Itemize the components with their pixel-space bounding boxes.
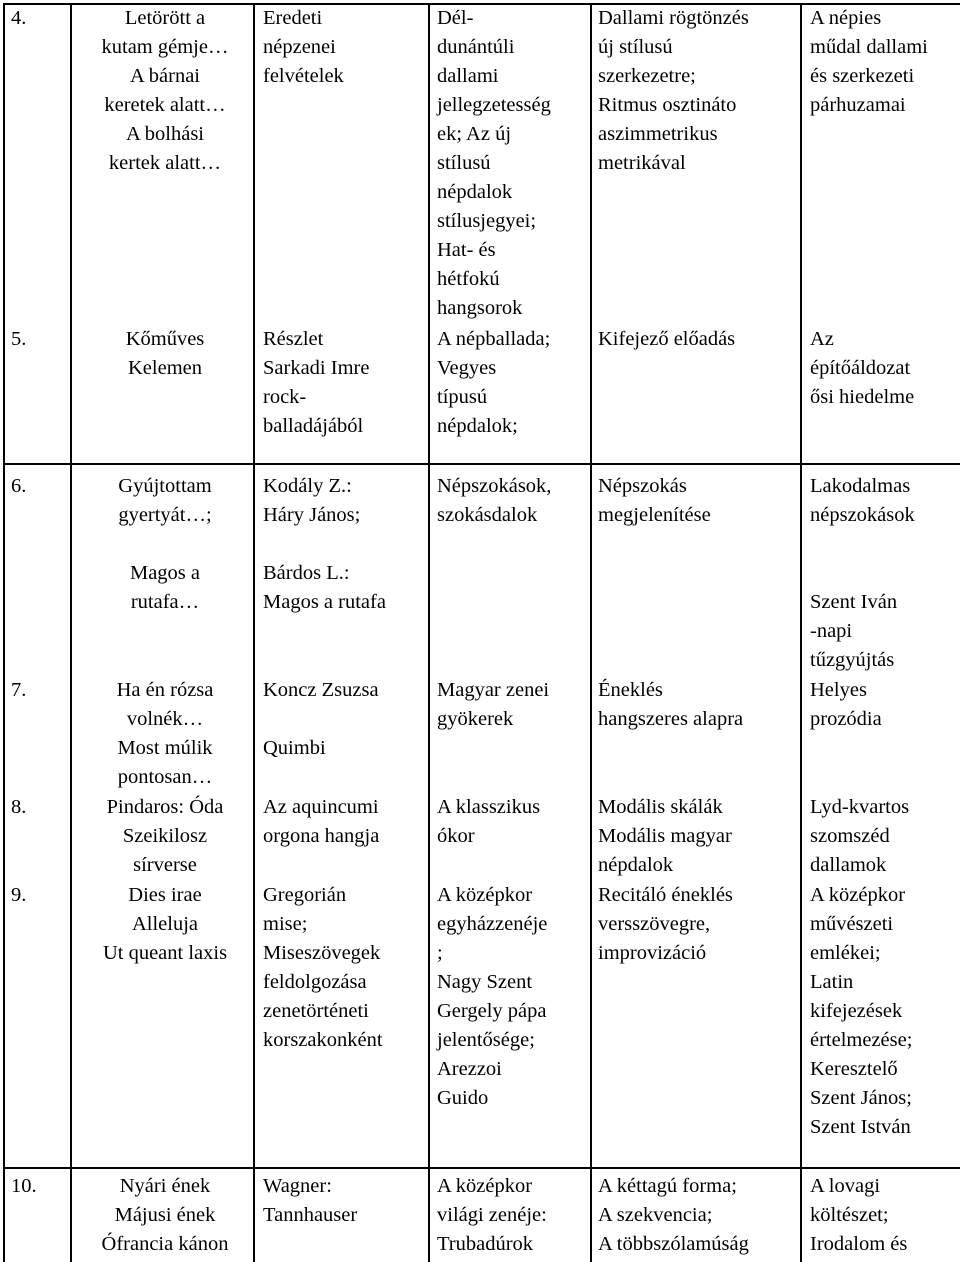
song-titles: Ha én rózsa volnék… Most múlik pontosan… — [116, 679, 214, 788]
table-column-divider — [800, 3, 802, 1262]
table-column-divider — [590, 3, 592, 1262]
cross-curricular-link-secondary: Szent Iván -napi tűzgyújtás — [810, 591, 898, 671]
table-row-divider — [3, 1167, 960, 1169]
table-column-divider — [253, 3, 255, 1262]
cross-curricular-link: A lovagi költészet; Irodalom és — [810, 1175, 908, 1255]
table-border-left — [3, 3, 5, 1262]
music-theory-topic: Dél- dunántúli dallami jellegzetesség ek; Az új stílusú népdalok stílusjegyei; Hat- és hétfokú hangsorok — [437, 7, 551, 319]
song-titles: Dies irae Alleluja Ut queant laxis — [102, 884, 228, 964]
music-theory-topic: A középkor egyházzenéje ; Nagy Szent Gergely pápa jelentősége; Arezzoi Guido — [437, 884, 548, 1109]
cross-curricular-link: Az építőáldozat ősi hiedelme — [810, 328, 915, 408]
listening-material: Kodály Z.: Háry János; — [263, 475, 361, 526]
song-titles: Letörött a kutam gémje… A bárnai keretek alatt… A bolhási kertek alatt… — [101, 7, 229, 174]
practice-activity: Recitáló éneklés versszövegre, improvizáció — [598, 884, 733, 964]
music-theory-topic: A népballada; Vegyes típusú népdalok; — [437, 328, 551, 437]
listening-material: Gregorián mise; Miseszövegek feldolgozása zenetörténeti korszakonként — [263, 884, 383, 1051]
listening-material: Wagner: Tannhauser — [263, 1175, 358, 1226]
listening-material-secondary: Quimbi — [263, 737, 326, 759]
music-theory-topic: Népszokások, szokásdalok — [437, 475, 552, 526]
table-column-divider — [70, 3, 72, 1262]
practice-activity: Éneklés hangszeres alapra — [598, 679, 744, 730]
table-row-divider — [3, 463, 960, 465]
practice-activity: Kifejező előadás — [598, 328, 736, 350]
practice-activity: A kéttagú forma; A szekvencia; A többszólamúság — [598, 1175, 749, 1255]
listening-material: Az aquincumi orgona hangja — [263, 796, 380, 847]
song-titles: Nyári ének Májusi ének Ófrancia kánon — [101, 1175, 229, 1255]
practice-activity: Modális skálák Modális magyar népdalok — [598, 796, 732, 876]
music-theory-topic: A klasszikus ókor — [437, 796, 541, 847]
cross-curricular-link: A népies műdal dallami és szerkezeti párhuzamai — [810, 7, 928, 116]
practice-activity: Dallami rögtönzés új stílusú szerkezetre; Ritmus osztináto aszimmetrikus metrikával — [598, 7, 749, 174]
song-titles: Gyújtottam gyertyát…; — [118, 475, 212, 526]
cross-curricular-link: A középkor művészeti emlékei; Latin kifejezések értelmezése; Keresztelő Szent János; Szent István — [810, 884, 913, 1138]
listening-material: Eredeti népzenei felvételek — [263, 7, 344, 87]
row-number: 4. — [11, 7, 27, 29]
song-titles-secondary: Magos a rutafa… — [129, 562, 201, 613]
song-titles: Pindaros: Óda Szeikilosz sírverse — [106, 796, 224, 876]
music-theory-topic: Magyar zenei gyökerek — [437, 679, 550, 730]
music-theory-topic: A középkor világi zenéje: Trubadúrok — [437, 1175, 547, 1255]
cross-curricular-link: Helyes prozódia — [810, 679, 882, 730]
row-number: 10. — [11, 1175, 37, 1197]
row-number: 7. — [11, 679, 27, 701]
listening-material-secondary: Bárdos L.: Magos a rutafa — [263, 562, 386, 613]
row-number: 6. — [11, 475, 27, 497]
row-number: 8. — [11, 796, 27, 818]
row-number: 9. — [11, 884, 27, 906]
listening-material: Koncz Zsuzsa — [263, 679, 379, 701]
song-titles: Kőműves Kelemen — [125, 328, 205, 379]
cross-curricular-link: Lyd-kvartos szomszéd dallamok — [810, 796, 910, 876]
listening-material: Részlet Sarkadi Imre rock- balladájából — [263, 328, 370, 437]
cross-curricular-link: Lakodalmas népszokások — [810, 475, 915, 526]
table-column-divider — [428, 3, 430, 1262]
practice-activity: Népszokás megjelenítése — [598, 475, 711, 526]
row-number: 5. — [11, 328, 27, 350]
